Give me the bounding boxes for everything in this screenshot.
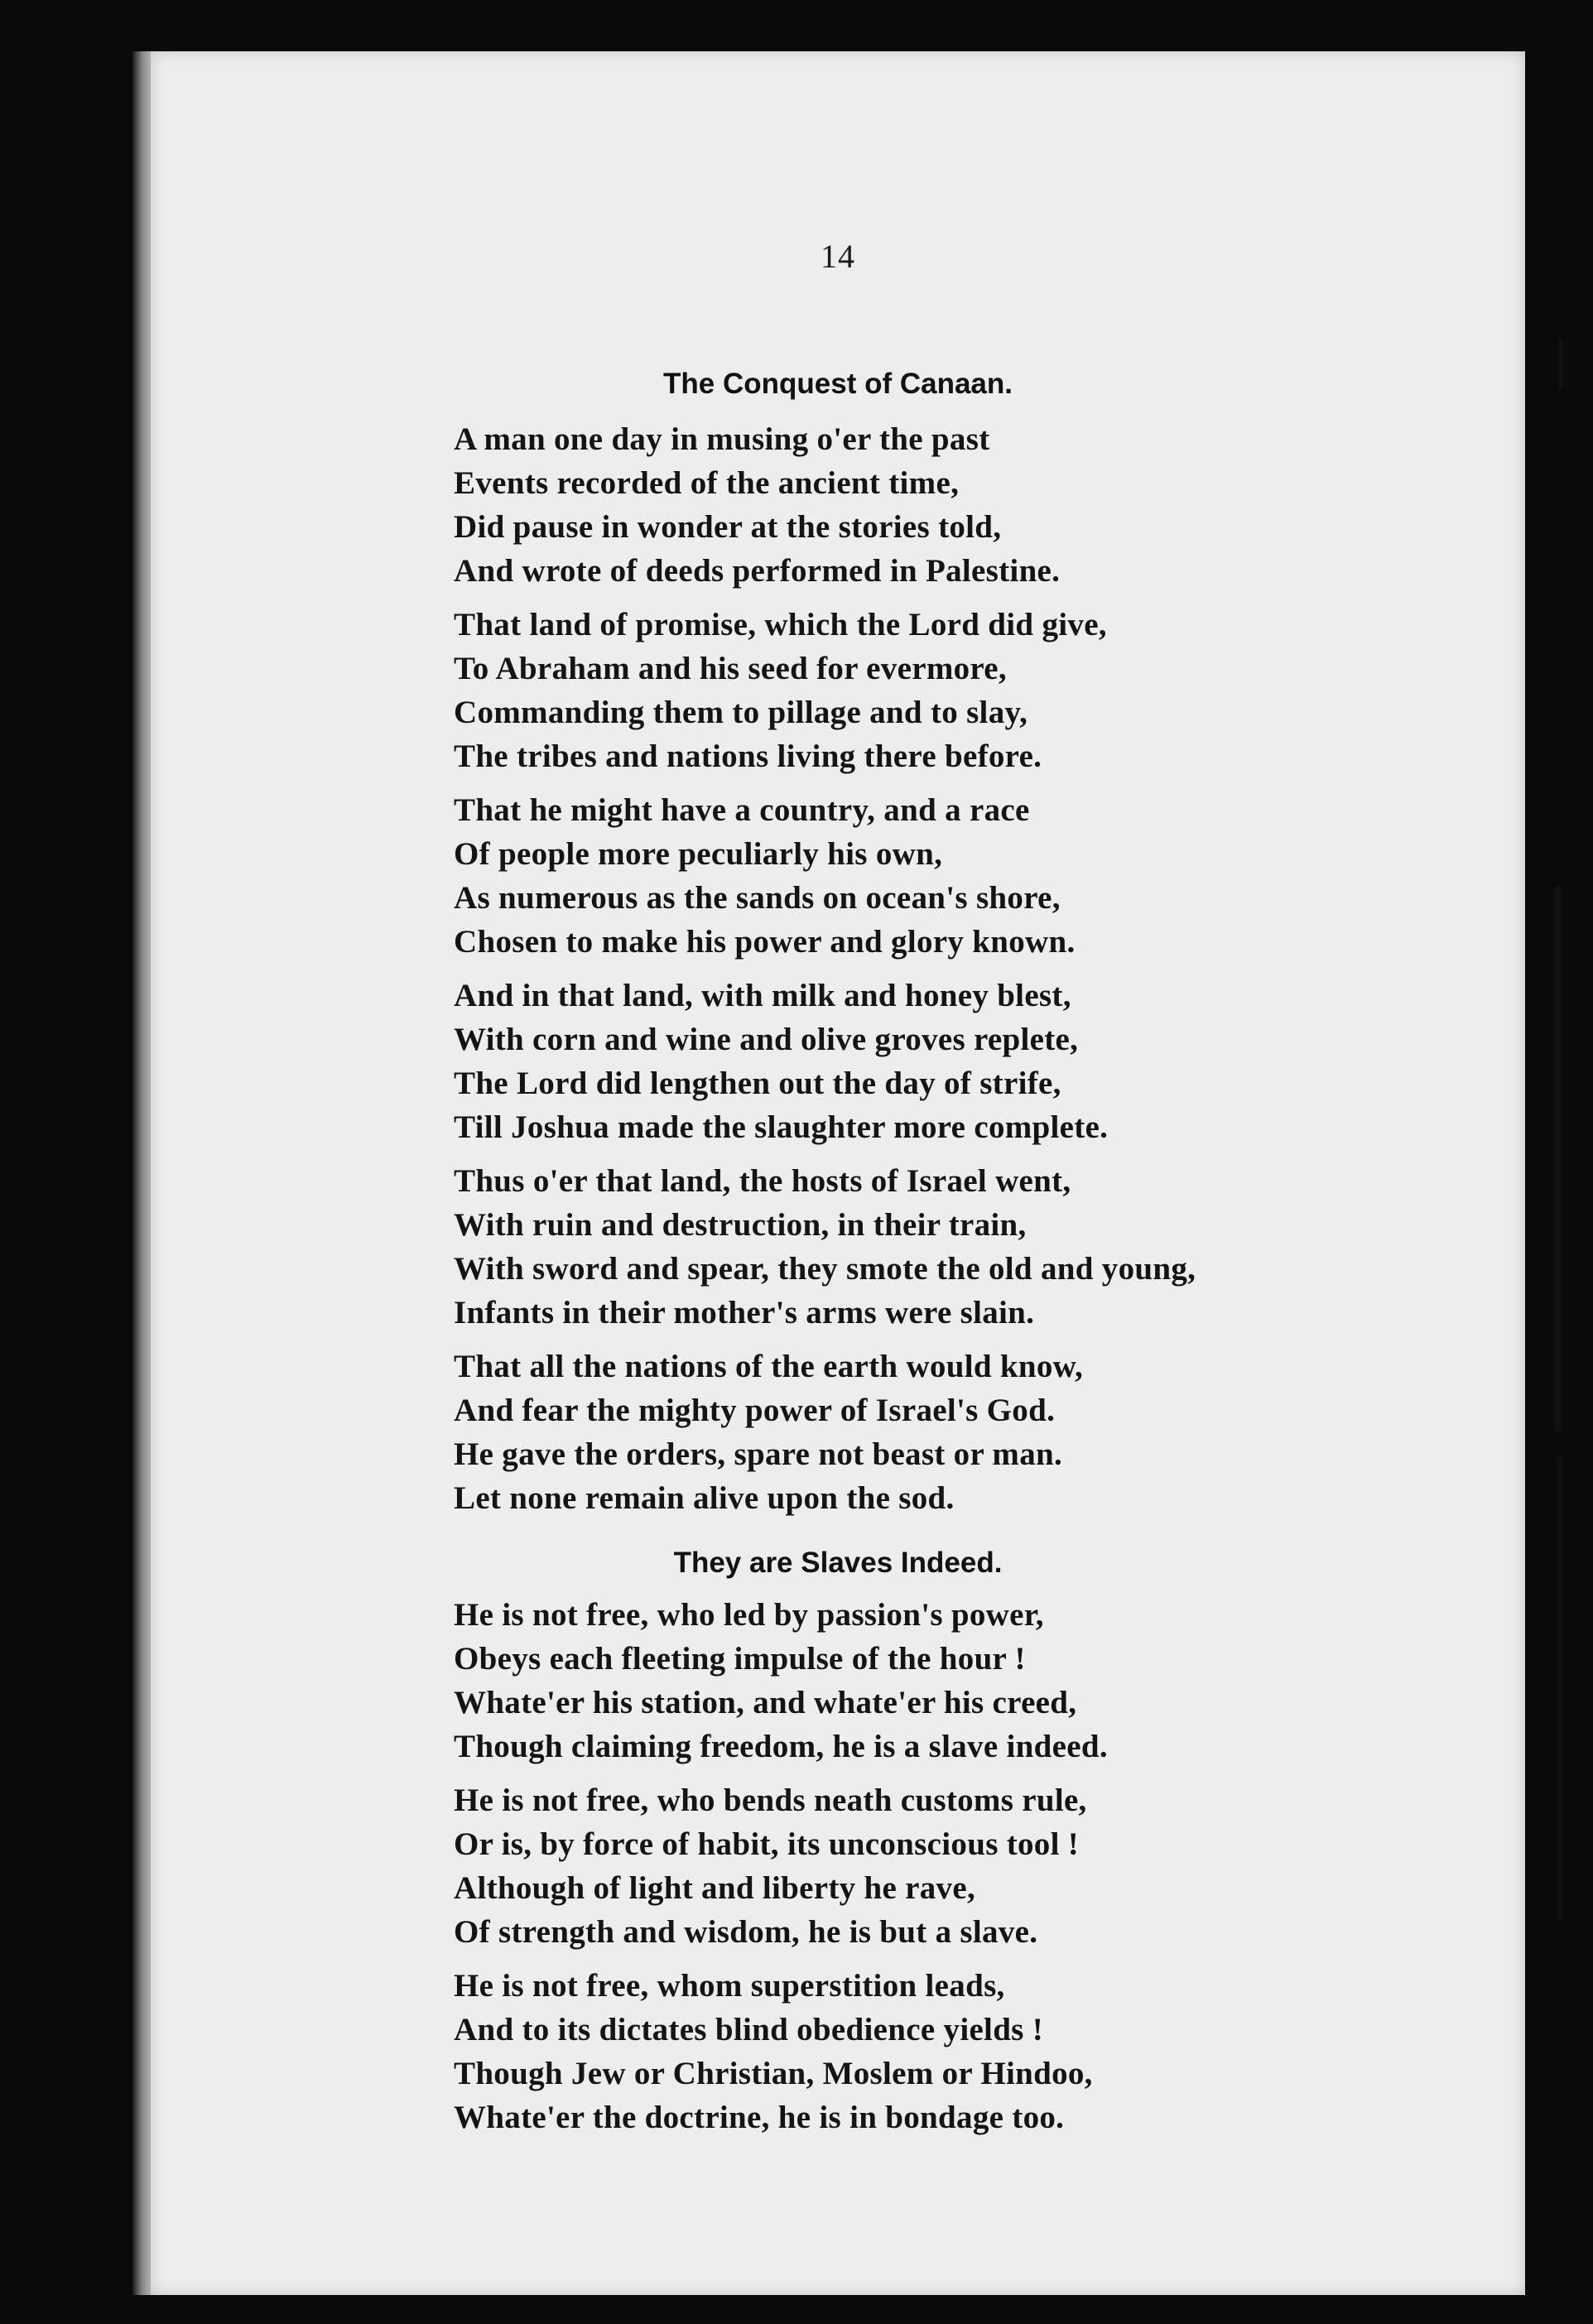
poem-line: Or is, by force of habit, its unconscious tool ! xyxy=(454,1826,1080,1862)
poem-line: And in that land, with milk and honey blest, xyxy=(454,978,1071,1013)
poem-line: Whate'er the doctrine, he is in bondage too. xyxy=(454,2100,1065,2135)
stanza xyxy=(454,1778,1087,1954)
binding-mark xyxy=(1557,1457,1563,1921)
poem-line: Commanding them to pillage and to slay, xyxy=(454,695,1028,730)
poem-line: And wrote of deeds performed in Palestine. xyxy=(454,553,1061,589)
stanza xyxy=(454,603,1107,778)
stanza xyxy=(454,1159,1196,1335)
stanza xyxy=(454,417,1060,593)
poem-line: He is not free, who led by passion's power, xyxy=(454,1597,1044,1633)
poem-line: To Abraham and his seed for evermore, xyxy=(454,651,1007,686)
poem-line: The Lord did lengthen out the day of strife, xyxy=(454,1066,1061,1101)
poem-line: Although of light and liberty he rave, xyxy=(454,1870,976,1906)
poem-line: Though claiming freedom, he is a slave indeed. xyxy=(454,1729,1108,1764)
poem-line: A man one day in musing o'er the past xyxy=(454,421,990,457)
stanza xyxy=(454,788,1076,964)
poem-line: He is not free, who bends neath customs rule, xyxy=(454,1783,1087,1818)
poem-line: The tribes and nations living there before. xyxy=(454,739,1042,774)
poem-line: Obeys each fleeting impulse of the hour ! xyxy=(454,1641,1026,1677)
page-number: 14 xyxy=(821,238,855,275)
poem-line: Thus o'er that land, the hosts of Israel went, xyxy=(454,1163,1071,1199)
stanza xyxy=(454,1345,1083,1520)
poem-line: As numerous as the sands on ocean's shore, xyxy=(454,880,1061,916)
poem-line: And to its dictates blind obedience yields ! xyxy=(454,2012,1044,2047)
poem-line: Did pause in wonder at the stories told, xyxy=(454,509,1002,545)
stanza xyxy=(454,1593,1108,1768)
poem-line: And fear the mighty power of Israel's God. xyxy=(454,1393,1056,1428)
binding-mark xyxy=(1558,339,1563,389)
poem-line: Though Jew or Christian, Moslem or Hindoo, xyxy=(454,2056,1093,2091)
stanza xyxy=(454,1964,1093,2139)
poem-line: He is not free, whom superstition leads, xyxy=(454,1968,1005,2004)
poem-line: Events recorded of the ancient time, xyxy=(454,465,960,501)
poem-line: Chosen to make his power and glory known. xyxy=(454,924,1076,960)
poem-line: He gave the orders, spare not beast or man. xyxy=(454,1436,1063,1472)
poem-title-conquest-of-canaan: The Conquest of Canaan. xyxy=(663,368,1013,400)
stanza xyxy=(454,974,1108,1149)
poem-line: That land of promise, which the Lord did give, xyxy=(454,607,1107,642)
poem-title-slaves-indeed: They are Slaves Indeed. xyxy=(673,1547,1003,1579)
poem-line: That all the nations of the earth would know, xyxy=(454,1349,1084,1384)
poem-line: With ruin and destruction, in their train, xyxy=(454,1207,1027,1243)
poem-line: That he might have a country, and a race xyxy=(454,792,1030,828)
poem-line: Infants in their mother's arms were slain. xyxy=(454,1295,1035,1330)
poem-line: With sword and spear, they smote the old and young, xyxy=(454,1251,1196,1287)
book-page xyxy=(151,51,1525,2295)
poem-line: Of people more peculiarly his own, xyxy=(454,836,943,872)
poem-line: With corn and wine and olive groves replete, xyxy=(454,1022,1079,1057)
poem-line: Of strength and wisdom, he is but a slave. xyxy=(454,1914,1038,1950)
poem-line: Let none remain alive upon the sod. xyxy=(454,1480,955,1516)
poem-line: Till Joshua made the slaughter more complete. xyxy=(454,1109,1109,1145)
poem-line: Whate'er his station, and whate'er his creed, xyxy=(454,1685,1077,1720)
binding-mark xyxy=(1555,886,1562,1432)
